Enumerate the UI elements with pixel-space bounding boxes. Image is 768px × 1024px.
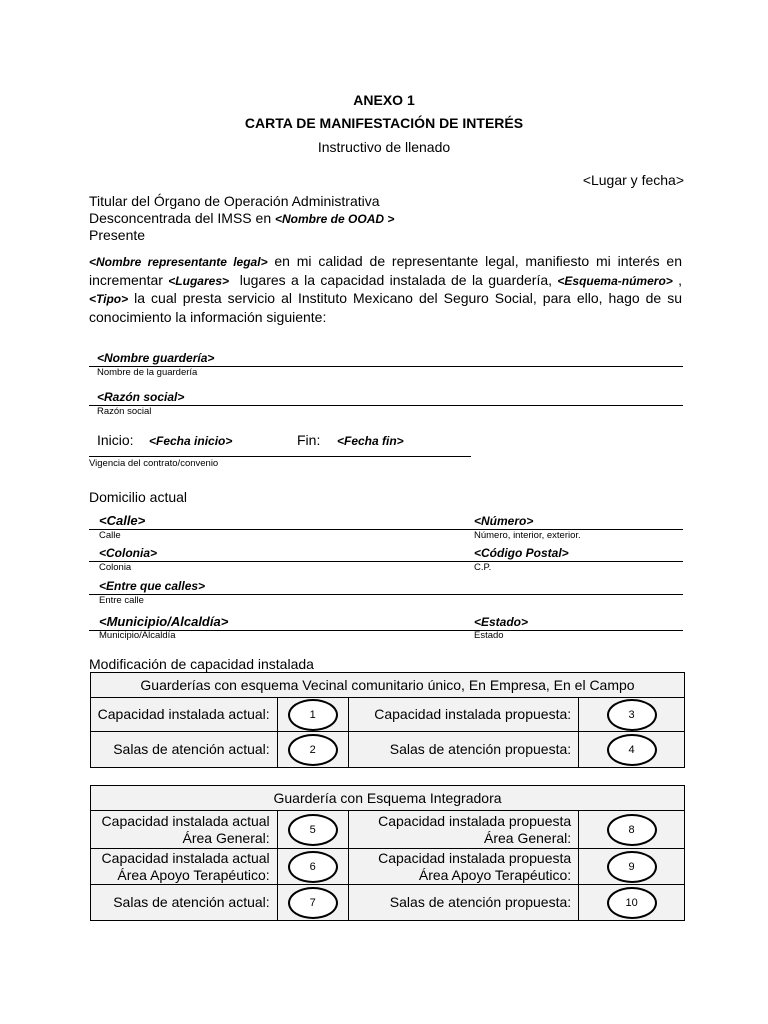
addressee-line-3: Presente [89, 227, 146, 243]
colonia-line [89, 561, 683, 562]
capacidad-terapeutico-propuesta-label [348, 849, 579, 885]
municipio-line [89, 630, 683, 631]
table1-header: Guarderías con esquema Vecinal comunitario único, En Empresa, En el Campo [91, 673, 685, 698]
razon-social-caption: Razón social [97, 406, 152, 417]
label-line: Capacidad instalada propuesta [378, 812, 572, 829]
razon-social-value[interactable]: <Razón social> [97, 390, 185, 404]
label-line: Área Apoyo Terapéutico: [418, 866, 572, 883]
fecha-fin-value[interactable]: <Fecha fin> [337, 434, 404, 448]
capacidad-general-actual-cell[interactable] [277, 811, 348, 849]
capacidad-general-propuesta-label [348, 811, 579, 849]
addressee-block [89, 193, 394, 244]
interest-paragraph [89, 253, 682, 326]
codigo-postal-value[interactable]: <Código Postal> [474, 546, 569, 560]
lugares-placeholder: <Lugares> [168, 273, 229, 288]
label-line: Área General: [182, 829, 270, 846]
estado-value[interactable]: <Estado> [474, 615, 529, 629]
calle-value[interactable]: <Calle> [99, 513, 146, 528]
capacidad-general-propuesta-value[interactable]: 8 [607, 814, 657, 846]
table-row [91, 673, 685, 698]
paragraph-text-2: lugares a la capacidad instalada de la guardería, [239, 271, 553, 288]
capacidad-actual-cell[interactable] [277, 698, 348, 732]
label-line: Área Apoyo Terapéutico: [117, 866, 270, 883]
table-row [91, 849, 685, 885]
salas-integradora-propuesta-cell[interactable] [579, 885, 685, 921]
domicilio-title: Domicilio actual [89, 489, 188, 505]
addressee-line-2-prefix: Desconcentrada del IMSS en [89, 209, 272, 226]
addressee-line-2 [89, 210, 394, 228]
label-line: Capacidad instalada propuesta [378, 849, 572, 866]
salas-actual-value[interactable]: 2 [288, 734, 338, 766]
capacidad-general-actual-value[interactable]: 5 [288, 814, 338, 846]
nombre-guarderia-value[interactable]: <Nombre guardería> [97, 351, 215, 365]
capacidad-terapeutico-actual-label [91, 849, 278, 885]
ooad-placeholder: <Nombre de OOAD > [275, 211, 395, 226]
salas-actual-cell[interactable] [277, 732, 348, 768]
numero-value[interactable]: <Número> [474, 514, 534, 528]
table2-header: Guardería con Esquema Integradora [91, 786, 685, 811]
capacidad-terapeutico-actual-cell[interactable] [277, 849, 348, 885]
salas-integradora-actual-cell[interactable] [277, 885, 348, 921]
capacidad-general-actual-label [91, 811, 278, 849]
municipio-value[interactable]: <Municipio/Alcaldía> [99, 614, 229, 629]
representante-placeholder: <Nombre representante legal> [89, 255, 268, 269]
esquema-placeholder: <Esquema-número> [557, 273, 673, 288]
entre-calles-caption: Entre calle [99, 595, 144, 606]
colonia-value[interactable]: <Colonia> [99, 546, 158, 560]
inicio-label: Inicio: [97, 432, 134, 448]
capacidad-actual-label: Capacidad instalada actual: [91, 698, 278, 732]
paragraph-text-3: , [678, 271, 683, 288]
document-title: CARTA DE MANIFESTACIÓN DE INTERÉS [244, 115, 524, 131]
salas-propuesta-label: Salas de atención propuesta: [348, 732, 579, 768]
capacidad-propuesta-value[interactable]: 3 [607, 699, 657, 731]
salas-propuesta-value[interactable]: 4 [607, 734, 657, 766]
table-row [91, 732, 685, 768]
annex-heading: ANEXO 1 [353, 92, 415, 108]
table-row [91, 885, 685, 921]
salas-integradora-propuesta-label: Salas de atención propuesta: [348, 885, 579, 921]
municipio-caption: Municipio/Alcaldía [99, 630, 176, 641]
capacidad-terapeutico-propuesta-value[interactable]: 9 [607, 851, 657, 883]
label-line: Capacidad instalada actual [101, 812, 270, 829]
entre-calles-value[interactable]: <Entre que calles> [99, 579, 206, 593]
calle-caption: Calle [99, 530, 121, 541]
razon-social-line [89, 405, 683, 406]
table-row [91, 698, 685, 732]
label-line: Capacidad instalada actual [101, 849, 270, 866]
capacidad-terapeutico-actual-value[interactable]: 6 [288, 851, 338, 883]
vigencia-caption: Vigencia del contrato/convenio [89, 458, 219, 469]
document-subtitle: Instructivo de llenado [317, 139, 451, 155]
nombre-guarderia-caption: Nombre de la guardería [97, 367, 198, 378]
estado-caption: Estado [474, 630, 504, 641]
capacidad-terapeutico-propuesta-cell[interactable] [579, 849, 685, 885]
capacity-table-vecinal [90, 672, 685, 768]
paragraph-text-1: en mi calidad de representante legal, manifiesto mi interés en incrementar [89, 253, 682, 288]
salas-integradora-actual-value[interactable]: 7 [288, 887, 338, 919]
capacidad-general-propuesta-cell[interactable] [579, 811, 685, 849]
place-date-placeholder: <Lugar y fecha> [582, 172, 684, 188]
numero-caption: Número, interior, exterior. [474, 530, 581, 541]
capacidad-propuesta-cell[interactable] [579, 698, 685, 732]
modificacion-title: Modificación de capacidad instalada [89, 656, 314, 672]
vigencia-line [89, 456, 471, 457]
salas-actual-label: Salas de atención actual: [91, 732, 278, 768]
table-row [91, 811, 685, 849]
colonia-caption: Colonia [99, 562, 132, 573]
capacity-table-integradora [90, 785, 685, 921]
label-line: Área General: [483, 829, 572, 846]
salas-integradora-actual-label: Salas de atención actual: [91, 885, 278, 921]
tipo-placeholder: <Tipo> [89, 292, 129, 306]
capacidad-propuesta-label: Capacidad instalada propuesta: [348, 698, 579, 732]
calle-line [89, 529, 683, 530]
addressee-line-1: Titular del Órgano de Operación Administrativa [89, 193, 380, 209]
capacidad-actual-value[interactable]: 1 [288, 699, 338, 731]
paragraph-text-4: la cual presta servicio al Instituto Mexicano del Seguro Social, para ello, hago de su conocimiento la información siguiente: [89, 290, 683, 325]
salas-integradora-propuesta-value[interactable]: 10 [607, 887, 657, 919]
entre-calles-line [89, 594, 683, 595]
table-row [91, 786, 685, 811]
codigo-postal-caption: C.P. [474, 562, 492, 573]
fin-label: Fin: [297, 432, 321, 448]
fecha-inicio-value[interactable]: <Fecha inicio> [149, 434, 233, 448]
salas-propuesta-cell[interactable] [579, 732, 685, 768]
